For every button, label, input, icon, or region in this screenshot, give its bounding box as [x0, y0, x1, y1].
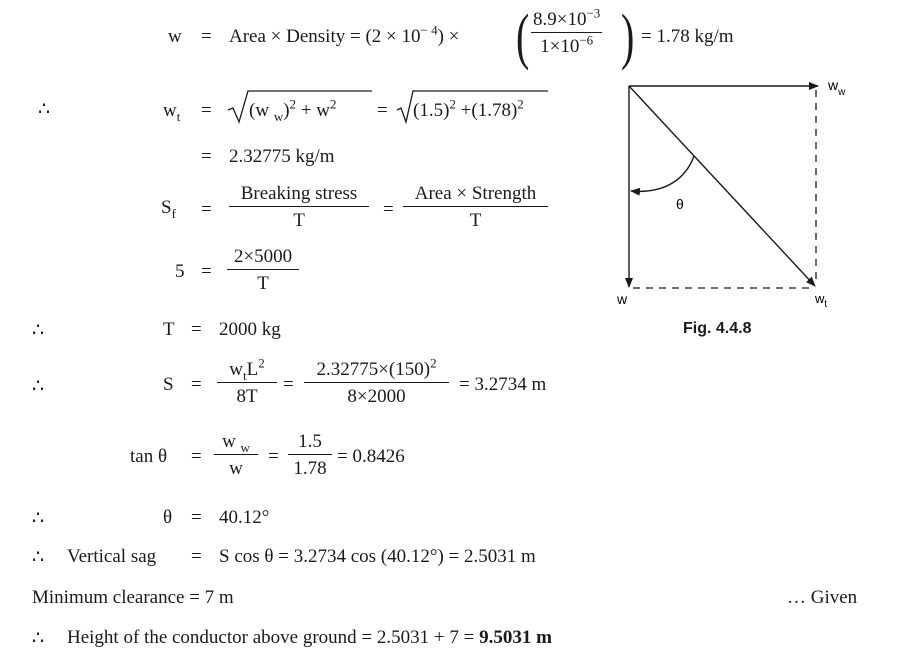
vertical-sag-label: Vertical sag	[67, 546, 157, 567]
root-expression-1: (w $_w)^2 + w^2$	[249, 96, 337, 124]
theta-label: θ	[676, 196, 684, 212]
figure-caption: Fig. 4.4.8	[683, 320, 752, 337]
strength-fraction: $\frac{2\times 5000}{T}$	[227, 247, 299, 293]
ww-label: $w_w$	[828, 77, 846, 98]
equals-sign: =	[201, 100, 212, 121]
theta-angle-arc	[631, 156, 694, 191]
equals-sign: =	[191, 374, 202, 395]
wt-label: $w_t$	[815, 291, 828, 310]
given-note: … Given	[787, 587, 858, 608]
wt-vector-arrow	[629, 86, 815, 286]
therefore-symbol: ∴	[32, 376, 45, 397]
equals-sign-2: =	[283, 374, 294, 395]
height-above-ground-text: Height of the conductor above ground = 2.5031 + 7 = 9.5031 m	[67, 627, 552, 648]
equals-sign: =	[191, 507, 202, 528]
vector-diagram	[600, 70, 880, 320]
lhs-five: 5	[175, 261, 185, 282]
left-paren: (	[516, 1, 530, 72]
breaking-stress-fraction: Breaking stress T	[229, 184, 369, 230]
sag-value-fraction: $\frac{2.32775\times(150)^2}{8\times 2000}$	[304, 360, 449, 406]
vertical-sag-value: S cos θ = 3.2734 cos (40.12°) = 2.5031 m	[219, 546, 536, 567]
lhs-wt: $w_t$	[163, 100, 181, 124]
theta-value: 40.12°	[219, 507, 270, 528]
root-expression-2: $(1.5)^2 +(1.78)^2$	[413, 96, 524, 121]
tension-value: 2000 kg	[219, 319, 281, 340]
right-paren: )	[621, 1, 635, 72]
minimum-clearance-text: Minimum clearance = 7 m	[32, 587, 234, 608]
lhs-w: w	[168, 26, 182, 47]
equals-sign: =	[201, 146, 212, 167]
ratio-fraction: $\frac{w _w}{w}$	[214, 432, 258, 478]
equals-sign: =	[191, 546, 202, 567]
therefore-symbol: ∴	[32, 508, 45, 529]
lhs-S: S	[163, 374, 174, 395]
therefore-symbol: ∴	[32, 628, 45, 649]
lhs-tan-theta: tan θ	[130, 446, 168, 467]
therefore-symbol: ∴	[38, 99, 51, 120]
total-weight-value: 2.32775 kg/m	[229, 146, 335, 167]
equals-sign: =	[201, 199, 212, 220]
tan-result: = 0.8426	[337, 446, 405, 467]
equals-sign: =	[201, 261, 212, 282]
numeric-ratio-fraction: $\frac{1.5}{1.78}$	[288, 432, 332, 478]
area-density-text: Area × Density = $(2 \times 10^{- 4})$ ×	[229, 22, 460, 47]
therefore-symbol: ∴	[32, 547, 45, 568]
weight-result: = 1.78 kg/m	[641, 26, 734, 47]
lhs-T: T	[163, 319, 175, 340]
equals-sign-2: =	[268, 446, 279, 467]
sag-result: = 3.2734 m	[459, 374, 547, 395]
equals-sign: =	[201, 26, 212, 47]
equals-sign-2: =	[383, 199, 394, 220]
sag-formula-fraction: $w_tL^2$ 8T	[217, 360, 277, 406]
density-fraction: $\frac{8.9\times 10^{-3}}{1\times 10^{-6}}$	[533, 5, 601, 57]
equals-sign: =	[191, 319, 202, 340]
final-result: 9.5031 m	[479, 627, 552, 648]
therefore-symbol: ∴	[32, 320, 45, 341]
lhs-sf: $S_f$	[161, 197, 176, 221]
equals-sign-2: =	[377, 100, 388, 121]
area-strength-fraction: Area × Strength T	[403, 184, 548, 230]
lhs-theta: θ	[163, 507, 173, 528]
w-label: w	[617, 291, 628, 307]
equals-sign: =	[191, 446, 202, 467]
